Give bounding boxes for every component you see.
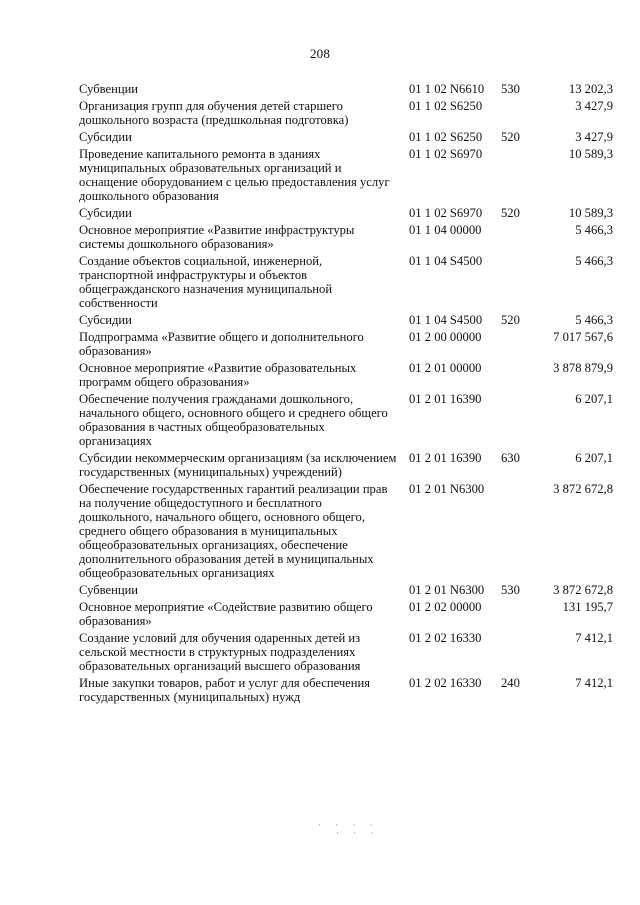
- row-type-cell: 520: [501, 130, 520, 144]
- row-amount-cell: 3 878 879,9: [553, 361, 613, 375]
- row-code-cell: 01 1 02 S6250: [409, 130, 483, 144]
- row-code-cell: 01 2 01 N6300: [409, 482, 485, 496]
- row-code-cell: 01 2 01 16390: [409, 451, 482, 465]
- row-type-cell: 520: [501, 313, 520, 327]
- row-code-cell: 01 1 02 S6250: [409, 99, 483, 113]
- table-row: [79, 147, 613, 206]
- row-type-cell: [501, 600, 537, 631]
- row-type-cell: [501, 147, 537, 206]
- table-row: [79, 392, 613, 451]
- row-amount-cell: 5 466,3: [575, 254, 613, 268]
- row-code-cell: 01 1 04 S4500: [409, 313, 483, 327]
- row-name-cell: Основное мероприятие «Развитие образовательных программ общего образования»: [79, 361, 357, 389]
- row-name-cell: Основное мероприятие «Развитие инфраструктуры системы дошкольного образования»: [79, 223, 355, 251]
- row-amount-cell: 7 017 567,6: [553, 330, 613, 344]
- row-amount-cell: 10 589,3: [568, 147, 613, 161]
- table-row: [79, 451, 613, 482]
- row-type-cell: [501, 361, 537, 392]
- row-amount-cell: 5 466,3: [575, 313, 613, 327]
- row-type-cell: [501, 482, 537, 583]
- row-type-cell: 530: [501, 82, 520, 96]
- row-name-cell: Субсидии некоммерческим организациям (за исключением государственных (муниципальных) учреждений): [79, 451, 397, 479]
- row-type-cell: 630: [501, 451, 520, 465]
- row-name-cell: Подпрограмма «Развитие общего и дополнительного образования»: [79, 330, 364, 358]
- row-name-cell: Обеспечение государственных гарантий реализации прав на получение общедоступного и бесплатного дошкольного, начального общего, основного общего, среднего общего образования в муниципальных общеобразовательных организациях, обеспечение дополнительного образования детей в муниципальных общеобразовательных организациях: [79, 482, 388, 580]
- budget-table: [79, 82, 613, 707]
- table-row: [79, 223, 613, 254]
- row-amount-cell: 3 872 672,8: [553, 583, 613, 597]
- row-type-cell: [501, 392, 537, 451]
- row-name-cell: Субвенции: [79, 82, 139, 96]
- row-code-cell: 01 1 02 S6970: [409, 206, 483, 220]
- table-row: [79, 361, 613, 392]
- row-name-cell: Проведение капитального ремонта в зданиях муниципальных образовательных организаций и оснащение оборудованием с целью предоставления услуг дошкольного образования: [79, 147, 390, 203]
- row-type-cell: 530: [501, 583, 520, 597]
- row-code-cell: 01 1 02 S6970: [409, 147, 483, 161]
- row-amount-cell: 7 412,1: [575, 676, 613, 690]
- row-amount-cell: 3 427,9: [575, 130, 613, 144]
- scan-artifact: · · · ·: [318, 820, 379, 830]
- scan-artifact: · · ·: [336, 828, 380, 838]
- row-code-cell: 01 1 04 00000: [409, 223, 482, 237]
- row-code-cell: 01 2 00 00000: [409, 330, 482, 344]
- table-row: [79, 206, 613, 223]
- table-row: [79, 82, 613, 99]
- row-name-cell: Субсидии: [79, 206, 132, 220]
- row-name-cell: Иные закупки товаров, работ и услуг для обеспечения государственных (муниципальных) нужд: [79, 676, 371, 704]
- row-amount-cell: 7 412,1: [575, 631, 613, 645]
- row-amount-cell: 3 872 672,8: [553, 482, 613, 496]
- row-amount-cell: 3 427,9: [575, 99, 613, 113]
- row-name-cell: Обеспечение получения гражданами дошкольного, начального общего, основного общего и среднего общего образования в частных общеобразовательных организациях: [79, 392, 388, 448]
- row-code-cell: 01 1 02 N6610: [409, 82, 485, 96]
- row-amount-cell: 10 589,3: [568, 206, 613, 220]
- table-row: [79, 482, 613, 583]
- row-type-cell: [501, 330, 537, 361]
- row-code-cell: 01 1 04 S4500: [409, 254, 483, 268]
- row-amount-cell: 13 202,3: [568, 82, 613, 96]
- row-amount-cell: 6 207,1: [575, 451, 613, 465]
- row-type-cell: [501, 254, 537, 313]
- table-row: [79, 254, 613, 313]
- row-type-cell: [501, 99, 537, 130]
- row-type-cell: [501, 631, 537, 676]
- row-code-cell: 01 2 02 16330: [409, 676, 482, 690]
- table-row: [79, 99, 613, 130]
- row-type-cell: 240: [501, 676, 520, 690]
- row-code-cell: 01 2 02 16330: [409, 631, 482, 645]
- table-row: [79, 313, 613, 330]
- row-name-cell: Организация групп для обучения детей старшего дошкольного возраста (предшкольная подготовка): [79, 99, 349, 127]
- row-name-cell: Субсидии: [79, 313, 132, 327]
- row-code-cell: 01 2 01 00000: [409, 361, 482, 375]
- table-row: [79, 676, 613, 707]
- table-row: [79, 583, 613, 600]
- row-name-cell: Субвенции: [79, 583, 139, 597]
- table-row: [79, 631, 613, 676]
- row-amount-cell: 6 207,1: [575, 392, 613, 406]
- budget-table-body: [79, 82, 613, 707]
- row-type-cell: [501, 223, 537, 254]
- table-row: [79, 130, 613, 147]
- row-type-cell: 520: [501, 206, 520, 220]
- row-name-cell: Основное мероприятие «Содействие развитию общего образования»: [79, 600, 373, 628]
- table-row: [79, 600, 613, 631]
- row-amount-cell: 5 466,3: [575, 223, 613, 237]
- row-code-cell: 01 2 01 N6300: [409, 583, 485, 597]
- row-code-cell: 01 2 01 16390: [409, 392, 482, 406]
- row-amount-cell: 131 195,7: [562, 600, 613, 614]
- row-code-cell: 01 2 02 00000: [409, 600, 482, 614]
- row-name-cell: Создание условий для обучения одаренных детей из сельской местности в структурных подразделениях образовательных организаций высшего образования: [79, 631, 361, 673]
- row-name-cell: Создание объектов социальной, инженерной, транспортной инфраструктуры и объектов общегражданского назначения муниципальной собственности: [79, 254, 333, 310]
- row-name-cell: Субсидии: [79, 130, 132, 144]
- table-row: [79, 330, 613, 361]
- page-number: 208: [309, 46, 331, 61]
